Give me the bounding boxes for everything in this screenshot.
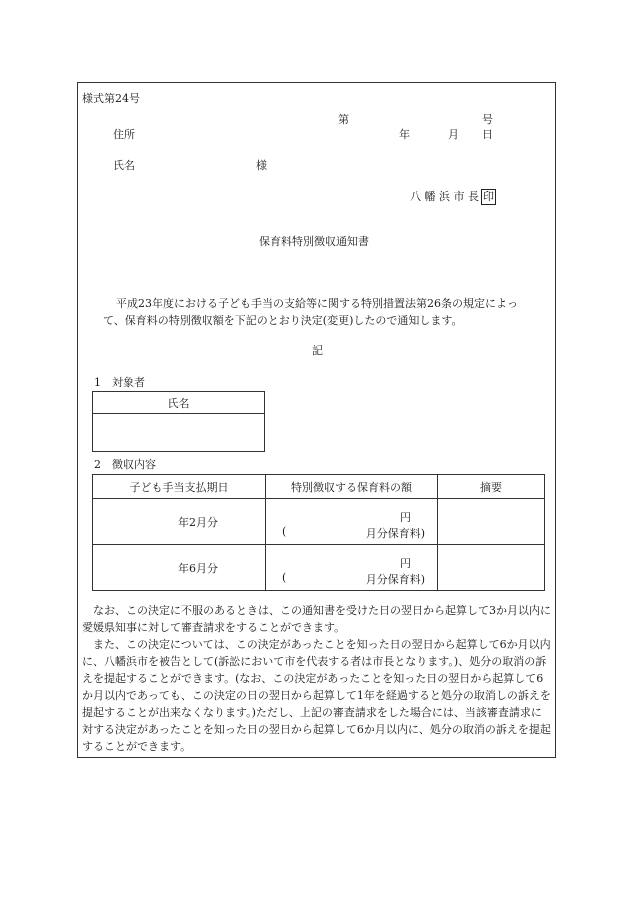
month-fee-label: 月分保育料)	[365, 527, 425, 540]
address-label: 住所	[113, 128, 135, 141]
name-value-cell	[93, 414, 265, 452]
month-label: 月	[448, 128, 459, 141]
month-fee-label: 月分保育料)	[365, 573, 425, 586]
sama-label: 様	[256, 159, 267, 172]
yen-label: 円	[400, 557, 411, 570]
payment-date-header: 子ども手当支払期日	[93, 475, 266, 499]
table-row	[93, 545, 545, 591]
target-person-table	[92, 391, 265, 452]
day-label: 日	[482, 128, 493, 141]
remarks-cell	[438, 545, 545, 591]
section1-heading: 1 対象者	[94, 376, 145, 389]
name-header-cell: 氏名	[93, 392, 265, 414]
ki-label: 記	[312, 344, 323, 357]
issuer	[410, 189, 496, 205]
period-cell: 年6月分	[93, 545, 266, 591]
table-row	[93, 499, 545, 545]
remarks-header: 摘要	[438, 475, 545, 499]
paren-open: (	[282, 571, 287, 584]
seal-mark: 印	[483, 190, 494, 203]
form-number: 様式第24号	[82, 92, 140, 105]
yen-label: 円	[400, 511, 411, 524]
collection-table	[92, 474, 545, 591]
note-appeal: なお、この決定に不服のあるときは、この通知書を受けた日の翌日から起算して3か月以内に愛媛県知事に対して審査請求をすることができます。	[82, 604, 551, 634]
amount-cell	[266, 545, 438, 591]
remarks-cell	[438, 499, 545, 545]
amount-cell	[266, 499, 438, 545]
paren-open: (	[282, 525, 287, 538]
name-label: 氏名	[113, 159, 135, 172]
amount-header: 特別徴収する保育料の額	[266, 475, 438, 499]
period-cell: 年2月分	[93, 499, 266, 545]
section2-heading: 2 徴収内容	[94, 458, 156, 471]
body-text: 平成23年度における子ども手当の支給等に関する特別措置法第26条の規定によって、保育料の特別徴収額を下記のとおり決定(変更)したので通知します。	[103, 297, 518, 327]
year-label: 年	[399, 128, 410, 141]
document-title: 保育料特別徴収通知書	[259, 235, 369, 248]
issuer-name: 八 幡 浜 市 長	[410, 190, 479, 203]
note-lawsuit: また、この決定については、この決定があったことを知った日の翌日から起算して6か月以内に、八幡浜市を被告として(訴訟において市を代表する者は市長となります。)、処分の取消の訴えを提起することができます。(なお、この決定があったことを知った日の翌日から起算して6か月以内であっても、この決定の日の翌日から起算して1年を経過すると処分の取消しの訴えを提起することが出来なくなります。)ただし、上記の審査請求をした場合には、当該審査請求に対する決定があったことを知った日の翌日から起算して6か月以内に、処分の取消の訴えを提起することができます。	[82, 638, 551, 753]
go-label: 号	[482, 113, 493, 126]
dai-label: 第	[338, 113, 349, 126]
